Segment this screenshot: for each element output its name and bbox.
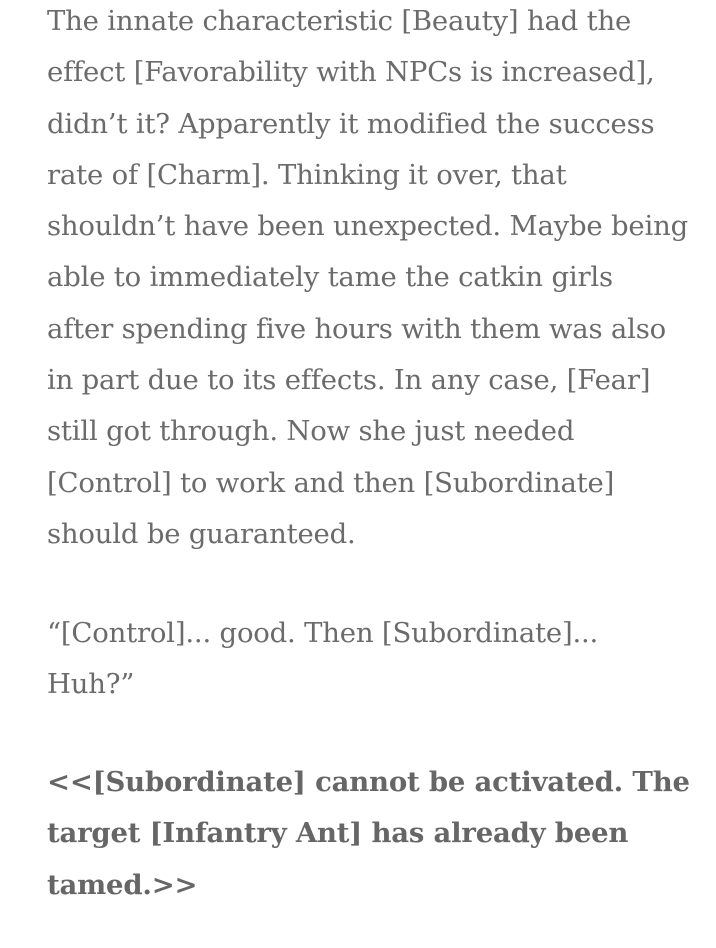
text-line: <<[Subordinate] cannot be activated. The [47,766,690,798]
text-line: able to immediately tame the catkin girls [47,261,613,294]
system-message-paragraph [47,757,690,911]
text-line: rate of [Charm]. Thinking it over, that [47,158,567,191]
text-line: tamed.>> [47,868,198,901]
narration-paragraph [47,0,687,560]
text-line: in part due to its effects. In any case, [Fear] [47,364,651,397]
text-line: Huh?” [47,668,135,701]
text-line: [Control] to work and then [Subordinate] [47,466,615,499]
text-line: didn’t it? Apparently it modified the success [47,107,655,140]
dialogue-paragraph [47,608,687,711]
text-line: shouldn’t have been unexpected. Maybe being [47,210,688,243]
text-line: target [Infantry Ant] has already been [47,817,629,850]
text-line: “[Control]... good. Then [Subordinate]... [47,617,599,649]
text-line: should be guaranteed. [47,517,356,550]
text-line: after spending five hours with them was also [47,312,666,345]
text-line: effect [Favorability with NPCs is increased], [47,56,655,89]
text-line: still got through. Now she just needed [47,415,575,448]
text-line: The innate characteristic [Beauty] had the [47,5,632,37]
